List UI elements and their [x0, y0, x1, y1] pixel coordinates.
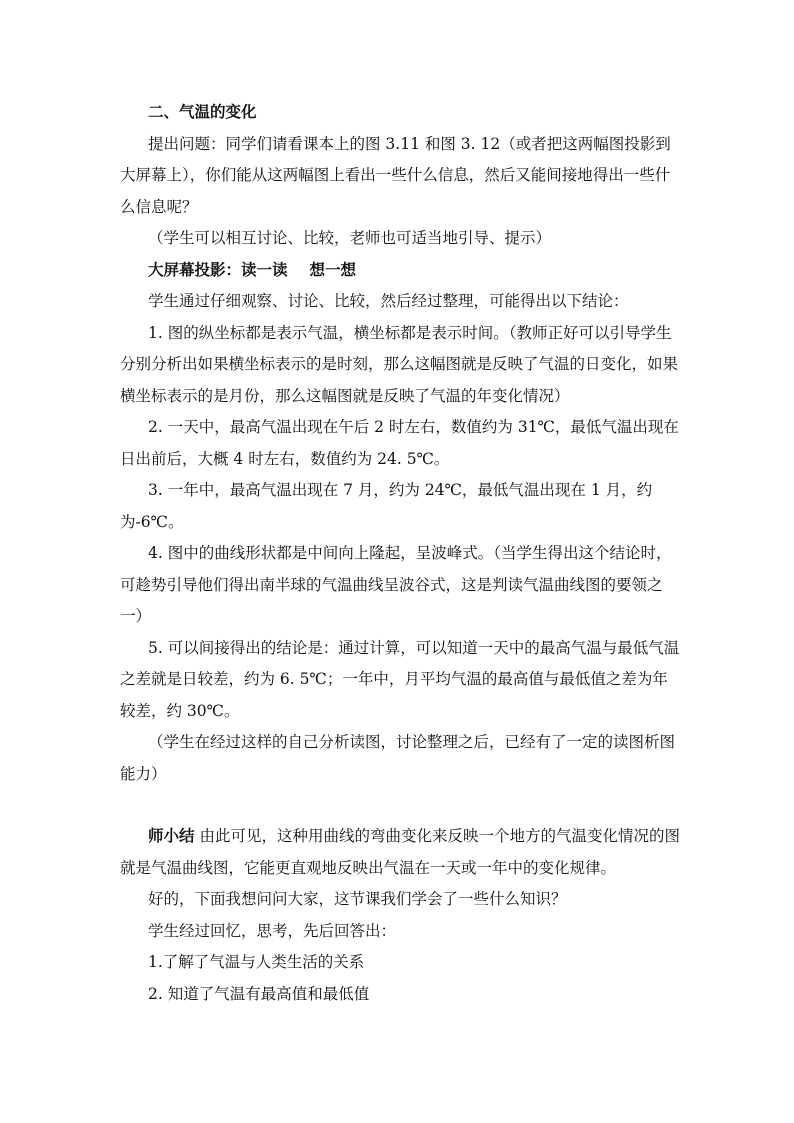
- analysis-note: （学生在经过这样的自己分析读图，讨论整理之后，已经有了一定的读图析图能力）: [120, 733, 676, 783]
- projection-label-2: 想一想: [309, 260, 357, 279]
- answer-intro: 学生经过回忆，思考，先后回答出：: [148, 921, 397, 940]
- conclusions-intro: 学生通过仔细观察、讨论、比较，然后经过整理，可能得出以下结论：: [148, 292, 629, 310]
- projection-label: 大屏幕投影：读一读: [148, 260, 288, 279]
- conclusion-item: 2. 一天中，最高气温出现在午后 2 时左右，数值约为 31℃，最低气温出现在日出前后，大概 4 时左右，数值约为 24. 5℃。: [120, 418, 679, 468]
- conclusion-item: 3. 一年中，最高气温出现在 7 月，约为 24℃，最低气温出现在 1 月，约为-6℃。: [120, 481, 653, 531]
- paragraph-gap: [120, 790, 680, 821]
- discussion-note: （学生可以相互讨论、比较，老师也可适当地引导、提示）: [148, 229, 552, 247]
- conclusion-item: 5. 可以间接得出的结论是：通过计算，可以知道一天中的最高气温与最低气温之差就是日较差，约为 6. 5℃；一年中，月平均气温的最高值与最低值之差为年较差，约 30℃。: [120, 638, 680, 720]
- followup-question: 好的，下面我想问问大家，这节课我们学会了一些什么知识？: [148, 890, 567, 908]
- answer-item: 2. 知道了气温有最高值和最低值: [148, 984, 370, 1003]
- section-heading: 二、气温的变化: [148, 103, 257, 121]
- document-page: [120, 97, 680, 1010]
- teacher-summary: [120, 821, 680, 884]
- conclusion-item: 1. 图的纵坐标都是表示气温，横坐标都是表示时间。（教师正好可以引导学生分别分析出如果横坐标表示的是时刻，那么这幅图就是反映了气温的日变化，如果横坐标表示的是月份，那么这幅图就是反映了气温的年变化情况）: [120, 323, 679, 405]
- summary-text: 由此可见，这种用曲线的弯曲变化来反映一个地方的气温变化情况的图就是气温曲线图，它能更直观地反映出气温在一天或一年中的变化规律。: [120, 827, 680, 877]
- question-paragraph: 提出问题：同学们请看课本上的图 3.11 和图 3. 12（或者把这两幅图投影到大屏幕上），你们能从这两幅图上看出一些什么信息，然后又能间接地得出一些什么信息呢？: [120, 134, 671, 216]
- summary-label: 师小结: [148, 827, 195, 845]
- answer-item: 1.了解了气温与人类生活的关系: [148, 953, 365, 971]
- conclusion-item: 4. 图中的曲线形状都是中间向上隆起，呈波峰式。（当学生得出这个结论时，可趁势引导他们得出南半球的气温曲线呈波谷式，这是判读气温曲线图的要领之一）: [120, 544, 672, 625]
- projection-line: [120, 255, 680, 287]
